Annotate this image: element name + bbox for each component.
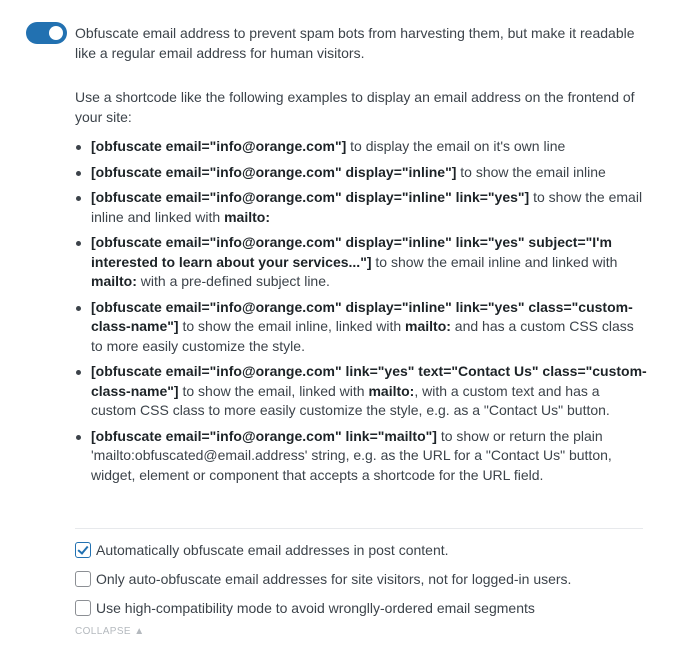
- option-auto-obfuscate[interactable]: [75, 540, 571, 560]
- example-text: to show the email, linked with: [178, 382, 369, 399]
- example-text: to show the email inline and linked with: [91, 189, 643, 225]
- description-text: Obfuscate email address to prevent spam bots from harvesting them, but make it readable like a regular email address for human visitors.: [75, 25, 635, 61]
- example-text-tail: and has a custom CSS class to more easily customize the style.: [91, 318, 634, 354]
- list-item: [75, 233, 647, 292]
- mailto-keyword: mailto:: [368, 382, 415, 399]
- shortcode: [obfuscate email="info@orange.com" display="inline" link="yes"]: [91, 189, 530, 205]
- auto-obfuscate-label: Automatically obfuscate email addresses in post content.: [96, 542, 449, 558]
- shortcode: [obfuscate email="info@orange.com" display="inline"]: [91, 163, 457, 180]
- example-text: to show or return the plain 'mailto:obfuscated@email.address' string, e.g. as the URL for a "Contact Us" button, widget, element or component that accepts a shortcode for the URL field.: [91, 427, 612, 483]
- visitors-only-checkbox[interactable]: [75, 571, 91, 587]
- example-text: to show the email inline: [456, 163, 606, 180]
- auto-obfuscate-checkbox[interactable]: [75, 542, 91, 558]
- list-item: [75, 137, 647, 157]
- example-text: to display the email on it's own line: [346, 138, 566, 154]
- visitors-only-label: Only auto-obfuscate email addresses for site visitors, not for logged-in users.: [96, 571, 572, 587]
- collapse-label: COLLAPSE: [75, 626, 132, 637]
- collapse-button[interactable]: [75, 626, 145, 637]
- list-item: [75, 188, 647, 227]
- example-text: to show the email inline and linked with: [371, 253, 618, 270]
- high-compatibility-checkbox[interactable]: [75, 600, 91, 616]
- high-compatibility-label: Use high-compatibility mode to avoid wronglly-ordered email segments: [96, 600, 535, 616]
- mailto-keyword: mailto:: [224, 208, 270, 225]
- shortcode: [obfuscate email="info@orange.com" display="inline" link="yes" class="custom-class-name"]: [91, 298, 633, 334]
- shortcode: [obfuscate email="info@orange.com" link="yes" text="Contact Us" class="custom-class-name"]: [91, 363, 647, 399]
- example-text-tail: with a pre-defined subject line.: [136, 273, 330, 289]
- section-divider: [75, 528, 643, 529]
- shortcode: [obfuscate email="info@orange.com" display="inline" link="yes" subject="I'm interested to learn about your services..."]: [91, 234, 612, 270]
- list-item: [75, 298, 647, 357]
- shortcode-examples-list: [75, 137, 647, 485]
- example-text: to show the email inline, linked with: [178, 318, 406, 334]
- mailto-keyword: mailto:: [405, 318, 451, 334]
- chevron-up-icon: ▲: [134, 626, 145, 637]
- checkmark-icon: [77, 543, 88, 555]
- mailto-keyword: mailto:: [91, 273, 137, 289]
- options-group: [75, 540, 571, 627]
- obfuscate-toggle[interactable]: [26, 22, 67, 44]
- list-item: [75, 427, 647, 486]
- intro-text: Use a shortcode like the following examples to display an email address on the frontend of your site:: [75, 89, 635, 125]
- option-visitors-only[interactable]: [75, 569, 571, 589]
- list-item: [75, 362, 647, 421]
- list-item: [75, 163, 647, 183]
- toggle-knob: [49, 26, 63, 40]
- shortcode: [obfuscate email="info@orange.com"]: [91, 138, 347, 154]
- shortcode: [obfuscate email="info@orange.com" link="mailto"]: [91, 427, 437, 444]
- option-high-compatibility[interactable]: [75, 598, 571, 618]
- description-block: [75, 23, 647, 491]
- example-text-tail: , with a custom text and has a custom CSS class to more easily customize the style, e.g. as a "Contact Us" button.: [91, 382, 610, 418]
